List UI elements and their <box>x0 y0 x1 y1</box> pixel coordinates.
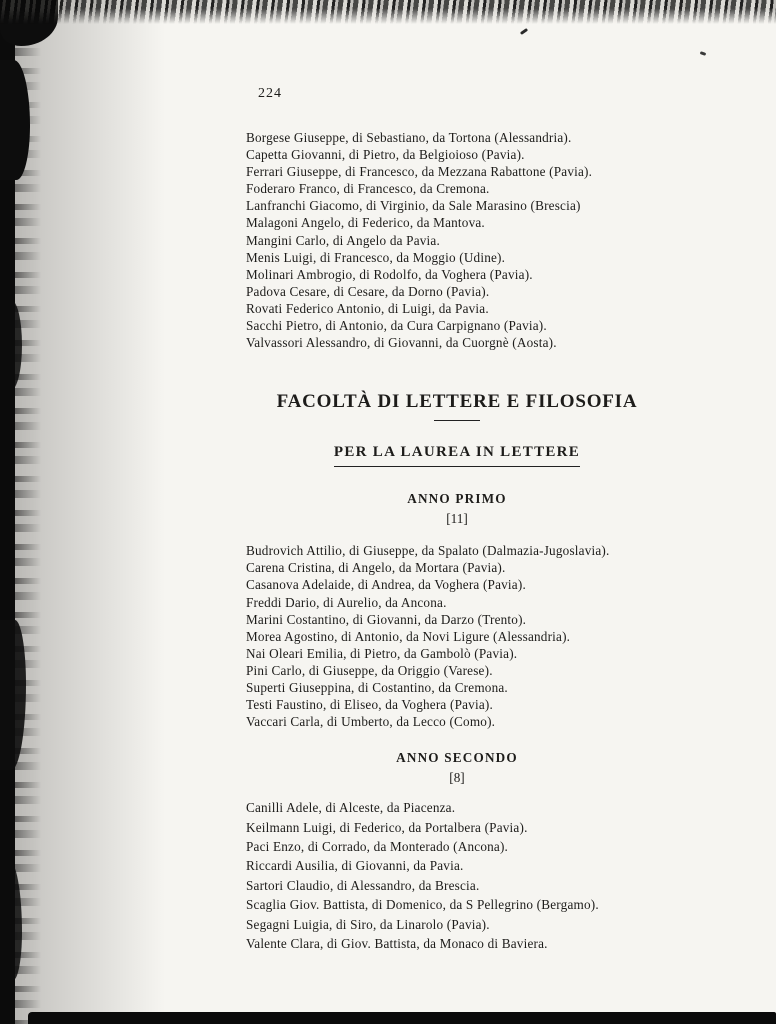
student-entry: Scaglia Giov. Battista, di Domenico, da S Pellegrino (Bergamo). <box>246 897 599 913</box>
student-entry: Riccardi Ausilia, di Giovanni, da Pavia. <box>246 858 464 874</box>
degree-heading: PER LA LAUREA IN LETTERE <box>334 444 580 467</box>
scan-artifact <box>0 300 22 390</box>
student-entry: Valente Clara, di Giov. Battista, da Monaco di Baviera. <box>246 936 548 952</box>
degree-heading-wrap <box>246 443 668 467</box>
student-entry: Menis Luigi, di Francesco, da Moggio (Udine). <box>246 249 506 265</box>
student-entry: Capetta Giovanni, di Pietro, da Belgioioso (Pavia). <box>246 147 525 163</box>
scan-speck <box>700 51 707 56</box>
student-entry: Segagni Luigia, di Siro, da Linarolo (Pavia). <box>246 916 490 932</box>
student-list-preceding <box>246 129 668 351</box>
page-number: 224 <box>258 86 282 101</box>
student-entry: Testi Faustino, di Eliseo, da Voghera (Pavia). <box>246 697 493 713</box>
anno-primo-label: ANNO PRIMO <box>407 491 507 507</box>
student-entry: Vaccari Carla, di Umberto, da Lecco (Como). <box>246 714 496 730</box>
student-entry: Nai Oleari Emilia, di Pietro, da Gambolò (Pavia). <box>246 645 518 661</box>
anno-primo-count: [11] <box>446 511 468 527</box>
student-entry: Rovati Federico Antonio, di Luigi, da Pavia. <box>246 300 489 316</box>
student-list-anno-primo <box>246 542 668 730</box>
student-entry: Padova Cesare, di Cesare, da Dorno (Pavia). <box>246 283 490 299</box>
student-entry: Sacchi Pietro, di Antonio, da Cura Carpignano (Pavia). <box>246 318 547 334</box>
student-entry: Lanfranchi Giacomo, di Virginio, da Sale Marasino (Brescia) <box>246 198 581 214</box>
student-entry: Malagoni Angelo, di Federico, da Mantova. <box>246 215 485 231</box>
student-entry: Valvassori Alessandro, di Giovanni, da Cuorgnè (Aosta). <box>246 335 557 351</box>
student-entry: Carena Cristina, di Angelo, da Mortara (Pavia). <box>246 560 506 576</box>
student-entry: Casanova Adelaide, di Andrea, da Voghera (Pavia). <box>246 577 526 593</box>
student-entry: Morea Agostino, di Antonio, da Novi Ligure (Alessandria). <box>246 628 571 644</box>
page-content <box>246 86 668 954</box>
heading-rule <box>434 420 480 421</box>
student-entry: Marini Costantino, di Giovanni, da Darzo (Trento). <box>246 611 527 627</box>
student-entry: Canilli Adele, di Alceste, da Piacenza. <box>246 800 456 816</box>
scan-speck <box>520 28 528 35</box>
anno-secondo-count: [8] <box>449 770 465 786</box>
student-entry: Freddi Dario, di Aurelio, da Ancona. <box>246 594 447 610</box>
student-entry: Budrovich Attilio, di Giuseppe, da Spalato (Dalmazia-Jugoslavia). <box>246 543 610 559</box>
anno-secondo-label: ANNO SECONDO <box>396 750 518 766</box>
student-entry: Foderaro Franco, di Francesco, da Cremona. <box>246 181 490 197</box>
student-entry: Sartori Claudio, di Alessandro, da Brescia. <box>246 877 480 893</box>
student-entry: Mangini Carlo, di Angelo da Pavia. <box>246 232 440 248</box>
student-entry: Pini Carlo, di Giuseppe, da Origgio (Varese). <box>246 662 493 678</box>
student-list-anno-secondo <box>246 798 668 953</box>
student-entry: Molinari Ambrogio, di Rodolfo, da Voghera (Pavia). <box>246 266 533 282</box>
student-entry: Keilmann Luigi, di Federico, da Portalbera (Pavia). <box>246 819 528 835</box>
scan-edge-bottom <box>28 1012 776 1024</box>
student-entry: Ferrari Giuseppe, di Francesco, da Mezzana Rabattone (Pavia). <box>246 164 593 180</box>
student-entry: Paci Enzo, di Corrado, da Monterado (Ancona). <box>246 839 509 855</box>
scan-edge-top <box>0 0 776 24</box>
faculty-heading: FACOLTÀ DI LETTERE E FILOSOFIA <box>276 391 638 413</box>
student-entry: Borgese Giuseppe, di Sebastiano, da Tortona (Alessandria). <box>246 130 572 145</box>
student-entry: Superti Giuseppina, di Costantino, da Cremona. <box>246 679 508 695</box>
